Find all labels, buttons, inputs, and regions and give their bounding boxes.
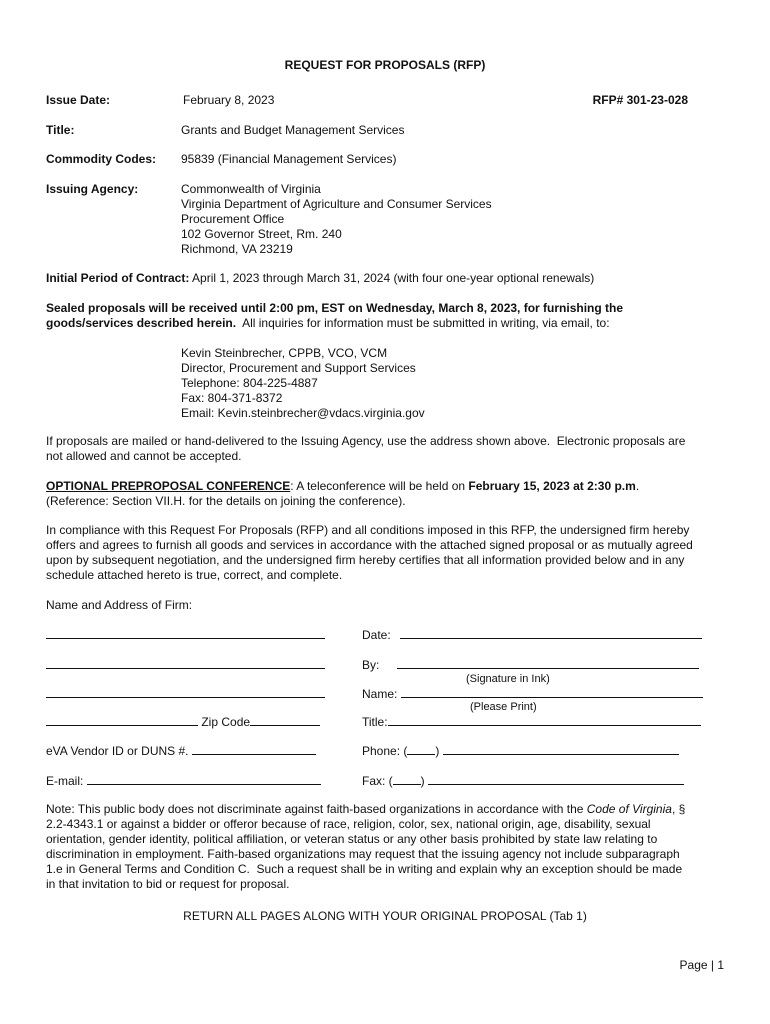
sealed-bold: goods/services described herein. <box>46 316 237 330</box>
email-field[interactable] <box>87 773 321 785</box>
contact-line: Telephone: 804-225-4887 <box>181 376 318 390</box>
conference-paragraph <box>46 479 639 509</box>
title-label: Title: <box>46 123 75 137</box>
firm-address-field-2[interactable] <box>46 686 325 702</box>
phone-area-code-field[interactable] <box>407 743 435 755</box>
paragraph-line: schedule attached hereto is true, correct, and complete. <box>46 568 343 582</box>
contact-line: Fax: 804-371-8372 <box>181 391 283 405</box>
email-label: E-mail: <box>46 774 84 788</box>
agency-line: Commonwealth of Virginia <box>181 182 321 196</box>
page-number: Page | 1 <box>679 958 724 972</box>
signature-field[interactable] <box>397 657 699 669</box>
conference-text: : A teleconference will be held on <box>290 479 469 493</box>
contact-email: Email: Kevin.steinbrecher@vdacs.virginia.gov <box>181 406 425 420</box>
city-state-field[interactable] <box>46 714 198 726</box>
sealed-line <box>46 316 623 331</box>
fax-close: ) <box>420 774 425 788</box>
vendor-id-row <box>46 743 316 759</box>
conference-end: . <box>635 479 640 493</box>
nondiscrimination-note <box>46 802 685 892</box>
agency-line: Procurement Office <box>181 212 285 226</box>
contract-period <box>46 271 594 286</box>
title-value: Grants and Budget Management Services <box>181 123 405 137</box>
paragraph-line: upon by subsequent negotiation, and the undersigned firm hereby certifies that all information provided below and in any <box>46 553 685 567</box>
date-row <box>362 627 702 643</box>
fax-number-field[interactable] <box>428 773 684 785</box>
firm-name-field[interactable] <box>46 627 325 643</box>
note-line <box>46 802 685 817</box>
phone-label: Phone: ( <box>362 744 408 758</box>
fax-row <box>362 773 684 789</box>
note-line: 2.2-4343.1 or against a bidder or offeror because of race, religion, color, sex, national origin, age, disability, sexual <box>46 817 651 831</box>
vendor-id-field[interactable] <box>192 743 316 755</box>
name-field[interactable] <box>401 686 703 698</box>
agency-label: Issuing Agency: <box>46 182 139 196</box>
title-field[interactable] <box>388 714 701 726</box>
note-line: 1.e in General Terms and Condition C. Such a request shall be in writing and explain why an exception should be made <box>46 862 683 876</box>
mailed-paragraph <box>46 434 685 464</box>
note-text-end: , § <box>671 802 686 816</box>
phone-number-field[interactable] <box>443 743 679 755</box>
commodity-label: Commodity Codes: <box>46 152 157 166</box>
vendor-id-label: eVA Vendor ID or DUNS #. <box>46 744 189 758</box>
commodity-value: 95839 (Financial Management Services) <box>181 152 397 166</box>
rfp-title: REQUEST FOR PROPOSALS (RFP) <box>284 58 486 72</box>
title-row <box>362 714 701 730</box>
firm-label: Name and Address of Firm: <box>46 598 193 612</box>
agency-line: 102 Governor Street, Rm. 240 <box>181 227 342 241</box>
rfp-number: RFP# 301-23-028 <box>592 93 688 107</box>
name-label: Name: <box>362 687 398 701</box>
sealed-rest: All inquiries for information must be submitted in writing, via email, to: <box>236 316 610 330</box>
paragraph-line: offers and agrees to furnish all goods and services in accordance with the attached signed proposal or as mutually agreed <box>46 538 693 552</box>
contract-period-value: April 1, 2023 through March 31, 2024 (with four one-year optional renewals) <box>189 271 595 285</box>
agency-line: Virginia Department of Agriculture and Consumer Services <box>181 197 492 211</box>
agency-line: Richmond, VA 23219 <box>181 242 293 256</box>
conference-label: OPTIONAL PREPROPOSAL CONFERENCE <box>46 479 291 493</box>
agency-address <box>181 182 492 257</box>
contract-period-label: Initial Period of Contract: <box>46 271 190 285</box>
email-row <box>46 773 321 789</box>
note-text: Note: This public body does not discriminate against faith-based organizations in accordance with the <box>46 802 587 816</box>
note-line: discrimination in employment. Faith-based organizations may request that the issuing agency not include subparagraph <box>46 847 680 861</box>
sealed-line: Sealed proposals will be received until 2:00 pm, EST on Wednesday, March 8, 2023, for furnishing the <box>46 301 624 315</box>
sealed-proposals <box>46 301 623 331</box>
note-line: in that invitation to bid or request for proposal. <box>46 877 290 891</box>
paragraph-line: In compliance with this Request For Proposals (RFP) and all conditions imposed in this RFP, the undersigned firm hereby <box>46 523 690 537</box>
zip-code-row <box>46 714 320 730</box>
date-label: Date: <box>362 628 391 642</box>
fax-area-code-field[interactable] <box>393 773 421 785</box>
phone-close: ) <box>435 744 440 758</box>
conference-reference: (Reference: Section VII.H. for the details on joining the conference). <box>46 494 406 508</box>
contact-block <box>181 346 425 421</box>
phone-row <box>362 743 679 759</box>
conference-line <box>46 479 639 494</box>
issue-date-label: Issue Date: <box>46 93 111 107</box>
paragraph-line: If proposals are mailed or hand-delivered to the Issuing Agency, use the address shown above. Electronic proposals are <box>46 434 686 448</box>
by-row <box>362 657 699 673</box>
by-label: By: <box>362 658 380 672</box>
zip-code-label: Zip Code <box>201 715 251 729</box>
title-field-label: Title: <box>362 715 388 729</box>
contact-line: Kevin Steinbrecher, CPPB, VCO, VCM <box>181 346 388 360</box>
paragraph-line: not allowed and cannot be accepted. <box>46 449 242 463</box>
return-instruction: RETURN ALL PAGES ALONG WITH YOUR ORIGINAL PROPOSAL (Tab 1) <box>183 909 587 923</box>
conference-date: February 15, 2023 at 2:30 p.m <box>468 479 636 493</box>
contact-line: Director, Procurement and Support Services <box>181 361 416 375</box>
firm-address-field[interactable] <box>46 657 325 673</box>
code-of-virginia: Code of Virginia <box>586 802 672 816</box>
print-hint: (Please Print) <box>470 701 537 713</box>
date-field[interactable] <box>400 627 702 639</box>
note-line: orientation, gender identity, political affiliation, or veteran status or any other basis prohibited by state law relating to <box>46 832 658 846</box>
issue-date-value: February 8, 2023 <box>183 93 275 107</box>
compliance-paragraph <box>46 523 693 583</box>
zip-code-field[interactable] <box>250 714 320 726</box>
fax-label: Fax: ( <box>362 774 393 788</box>
signature-hint: (Signature in Ink) <box>466 673 550 685</box>
